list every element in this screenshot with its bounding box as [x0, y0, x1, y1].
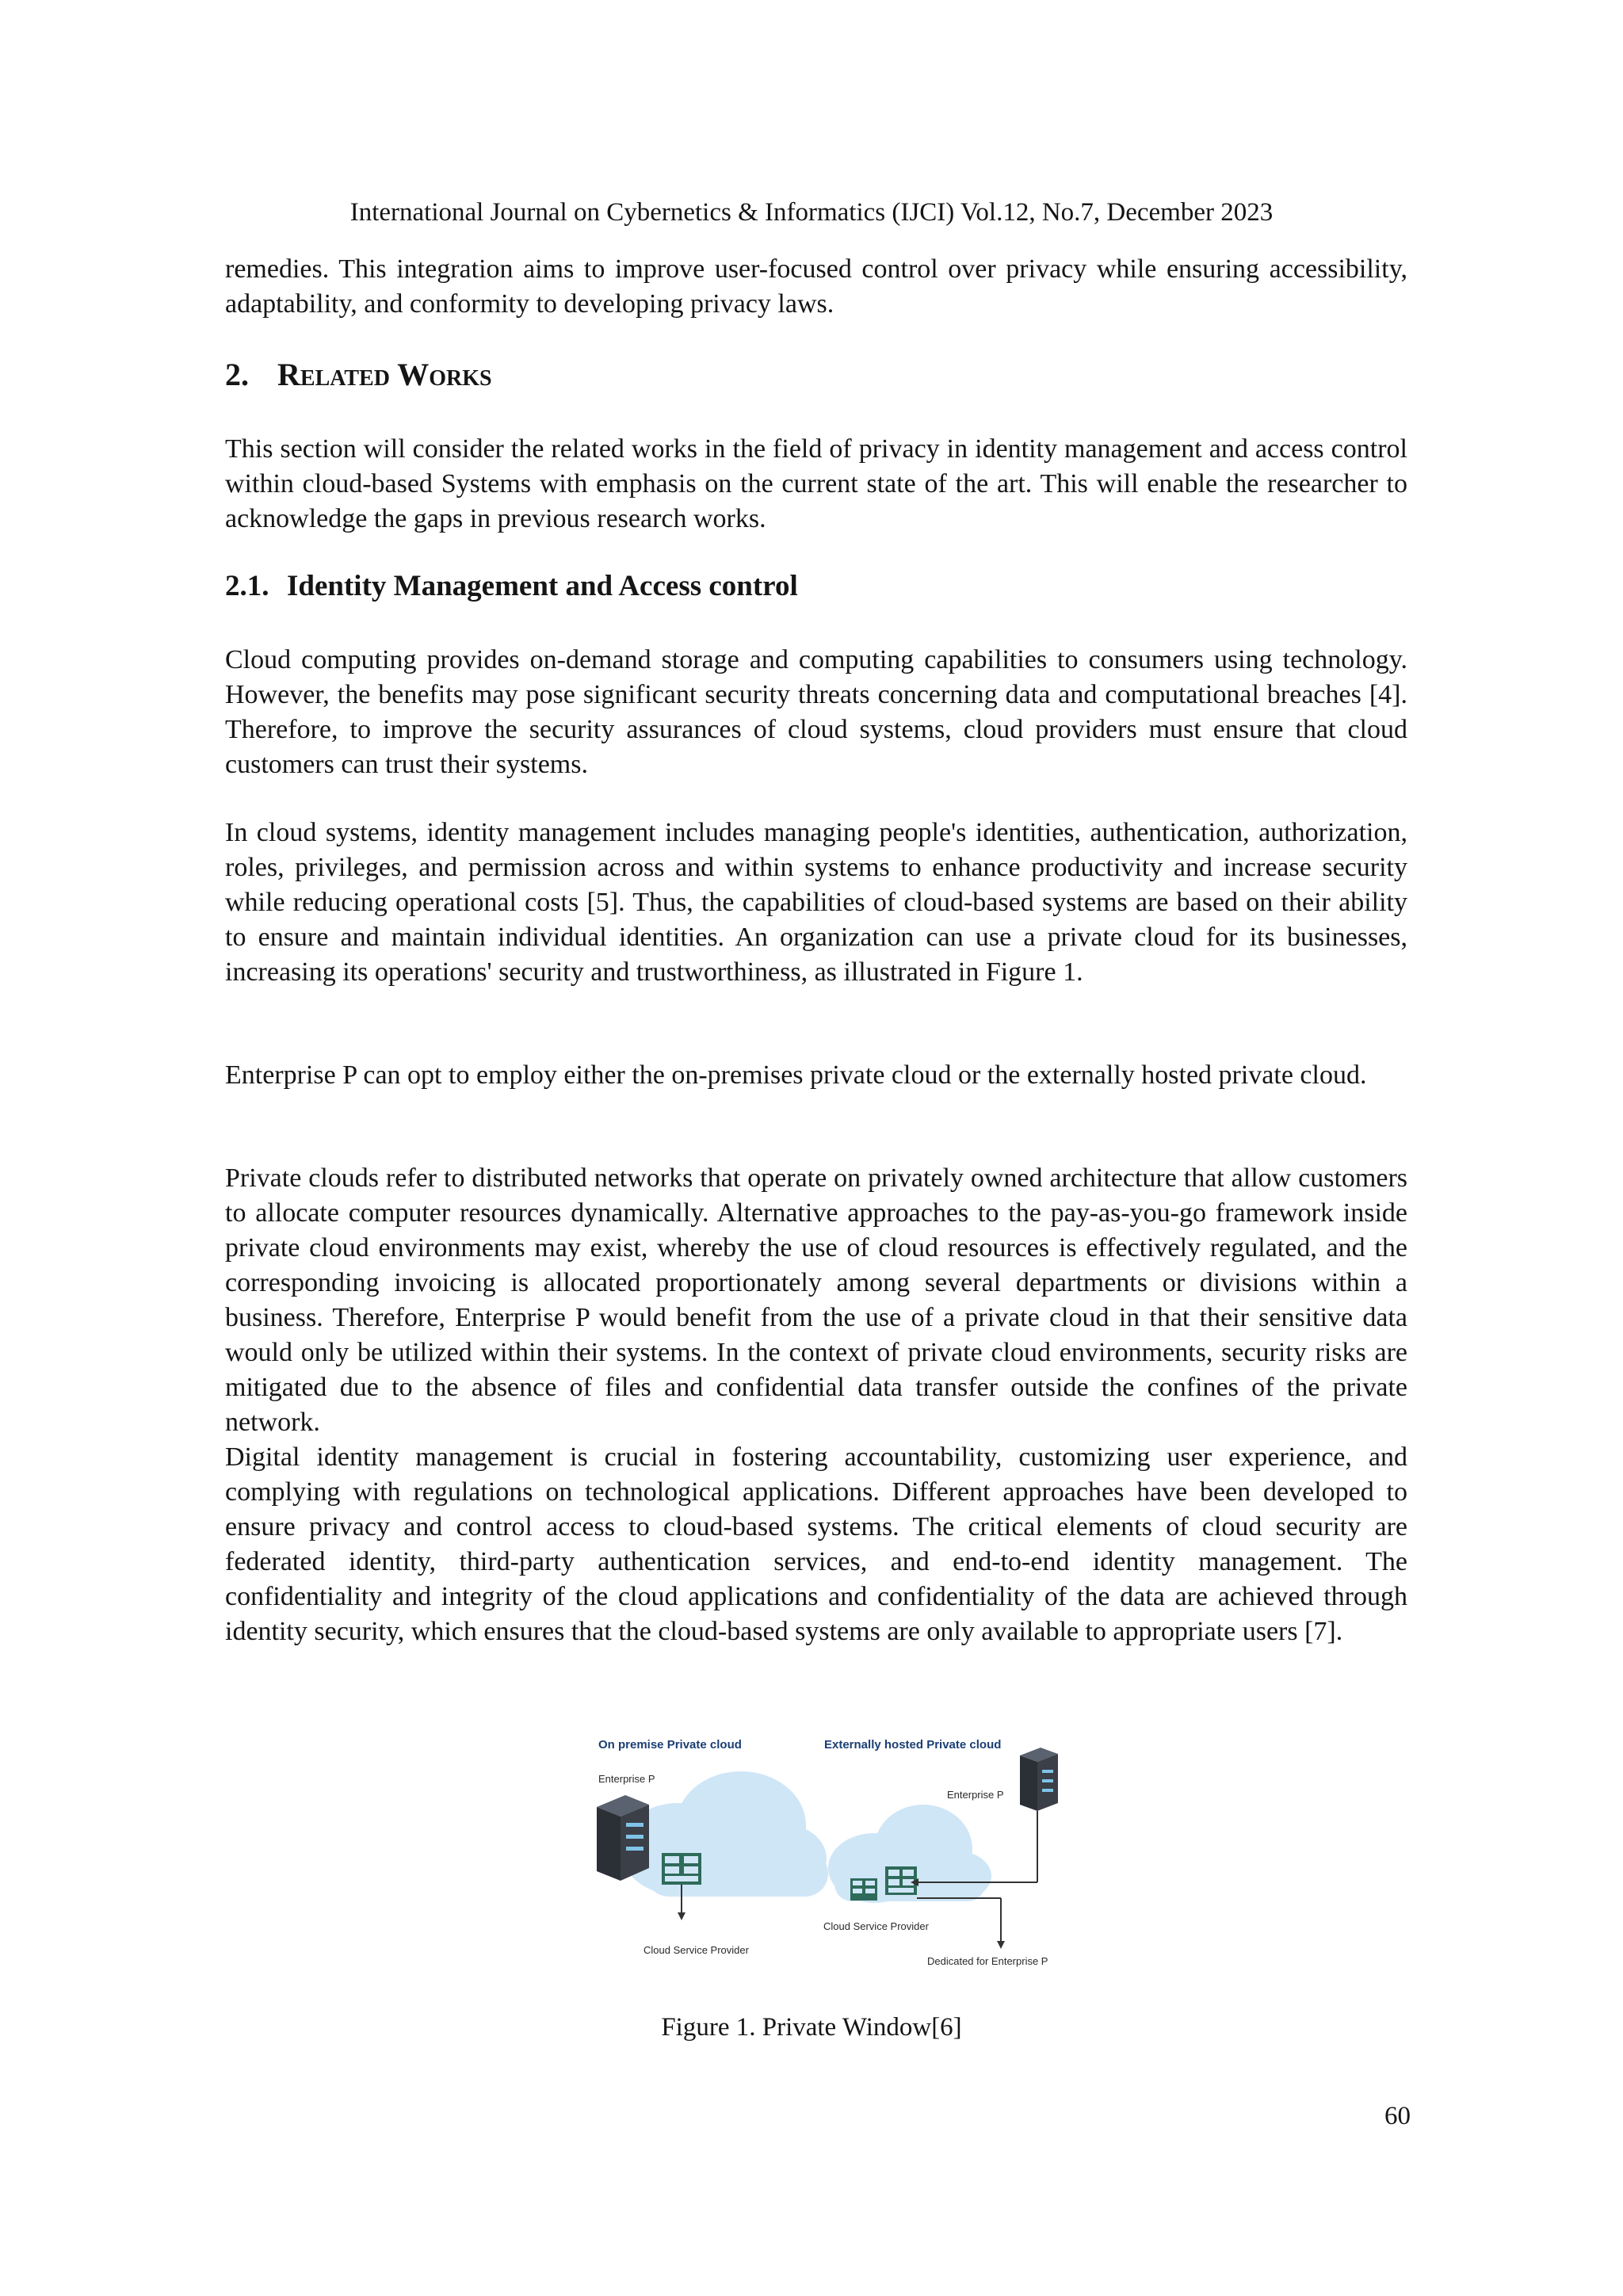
- right-provider-label: Cloud Service Provider: [823, 1920, 929, 1932]
- section2-body: [225, 432, 1407, 537]
- paragraph-enterprise-p: Enterprise P can opt to employ either the on-premises private cloud or the externally hosted private cloud.: [225, 1060, 1367, 1090]
- section-title: Related Works: [277, 357, 492, 392]
- figure-caption: Figure 1. Private Window[6]: [661, 2013, 962, 2042]
- left-provider-label: Cloud Service Provider: [643, 1944, 749, 1956]
- figure-private-cloud-diagram: [582, 1732, 1074, 1973]
- section2-paragraph: This section will consider the related works in the field of privacy in identity management and access control within cloud-based Systems with emphasis on the current state of the art. This will enable the researcher to acknowledge the gaps in previous research works.: [225, 434, 1407, 533]
- left-enterprise-server-icon: [597, 1795, 649, 1881]
- subsection-heading: [225, 568, 798, 605]
- subsection-paragraph-2-block: [225, 816, 1407, 990]
- paragraph-private-clouds: Private clouds refer to distributed networks that operate on privately owned architecture that allow customers to allocate computer resources dynamically. Alternative approaches to the pay-as-you-go framework inside private cloud environments may exist, whereby the use of cloud resources is effectively regulated, and the corresponding invoicing is allocated proportionately among several departments or divisions within a business. Therefore, Enterprise P would benefit from the use of a private cloud in that their sensitive data would only be utilized within their systems. In the context of private cloud environments, security risks are mitigated due to the absence of files and confidential data transfer outside the confines of the private network.: [225, 1163, 1407, 1437]
- paragraph-digital-identity: Digital identity management is crucial in fostering accountability, customizing user experience, and complying with regulations on technological applications. Different approaches have been developed to ensure privacy and control access to cloud-based systems. The critical elements of cloud security are federated identity, third-party authentication services, and end-to-end identity management. The confidentiality and integrity of the cloud applications and confidentiality of the data are achieved through identity security, which ensures that the cloud-based systems are only available to appropriate users [7].: [225, 1442, 1407, 1646]
- left-diagram-title: On premise Private cloud: [598, 1738, 742, 1752]
- left-enterprise-label: Enterprise P: [598, 1773, 655, 1785]
- paragraph-identity-management: In cloud systems, identity management includes managing people's identities, authentication, authorization, roles, privileges, and permission across and within systems to enhance productivity and increase security while reducing operational costs [5]. Thus, the capabilities of cloud-based systems are based on their ability to ensure and maintain individual identities. An organization can use a private cloud for its businesses, increasing its operations' security and trustworthiness, as illustrated in Figure 1.: [225, 818, 1407, 987]
- dedicated-label: Dedicated for Enterprise P: [927, 1955, 1048, 1967]
- right-enterprise-server-icon: [1020, 1748, 1058, 1811]
- right-enterprise-label: Enterprise P: [947, 1789, 1004, 1801]
- section-heading-related-works: [225, 356, 492, 394]
- right-diagram-title: Externally hosted Private cloud: [824, 1738, 1002, 1752]
- intro-continuation: [225, 252, 1407, 322]
- subsection-number: 2.1.: [225, 570, 269, 602]
- paragraph-cloud-computing: Cloud computing provides on-demand storage and computing capabilities to consumers using technology. However, the benefits may pose significant security threats concerning data and computational breaches [4]. Therefore, to improve the security assurances of cloud systems, cloud providers must ensure that cloud customers can trust their systems.: [225, 645, 1407, 779]
- subsection-paragraph-1-block: [225, 643, 1407, 782]
- running-header: International Journal on Cybernetics & Informatics (IJCI) Vol.12, No.7, December 2023: [349, 198, 1274, 227]
- subsection-title: Identity Management and Access control: [287, 570, 798, 602]
- subsection-paragraph-4-block: [225, 1161, 1407, 1649]
- intro-paragraph: remedies. This integration aims to improve user-focused control over privacy while ensuring accessibility, adaptability, and conformity to developing privacy laws.: [225, 254, 1407, 319]
- page-number: 60: [1384, 2102, 1411, 2130]
- figure-illustration: [582, 1732, 1074, 1973]
- subsection-paragraph-3-block: [225, 1058, 1407, 1093]
- left-cloud-icon: [621, 1771, 828, 1897]
- section-number: 2.: [225, 357, 249, 392]
